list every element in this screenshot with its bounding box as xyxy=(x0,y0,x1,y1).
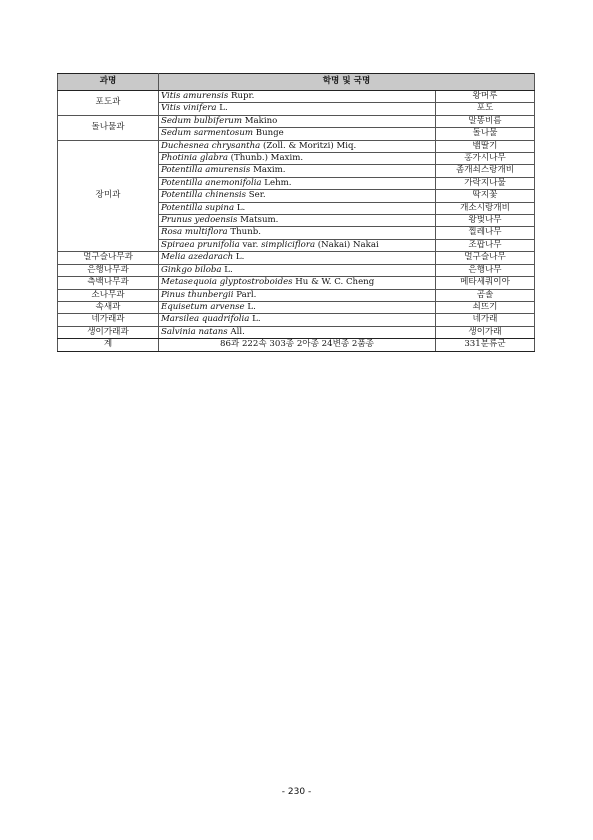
author-citation: L. xyxy=(244,301,256,312)
scientific-name-cell xyxy=(159,153,436,165)
table-row xyxy=(58,140,535,152)
scientific-name: Vitis vinifera xyxy=(161,103,217,114)
scientific-name-cell xyxy=(159,115,436,127)
korean-name-cell: 가락지나물 xyxy=(436,177,535,189)
author-citation: (Thunb.) Maxim. xyxy=(227,153,304,164)
table-row xyxy=(58,301,535,313)
scientific-name: Potentilla supina xyxy=(161,202,235,213)
korean-name-cell: 찔레나무 xyxy=(436,227,535,239)
scientific-name-cell xyxy=(159,103,436,115)
scientific-name: simpliciflora xyxy=(261,239,316,250)
scientific-name: Pinus thunbergii xyxy=(161,289,234,300)
korean-name-cell: 생이가래 xyxy=(436,326,535,338)
author-citation: Maxim. xyxy=(250,165,286,176)
author-citation: Hu & W. C. Cheng xyxy=(292,277,375,288)
scientific-name-cell xyxy=(159,177,436,189)
korean-name-cell: 쇠뜨기 xyxy=(436,301,535,313)
korean-name-cell: 개소시랑개비 xyxy=(436,202,535,214)
scientific-name: Spiraea prunifolia xyxy=(161,239,240,250)
korean-name-cell: 딱지꽃 xyxy=(436,190,535,202)
family-cell: 장미과 xyxy=(58,140,159,252)
scientific-name-cell xyxy=(159,140,436,152)
scientific-name-cell xyxy=(159,215,436,227)
table-row xyxy=(58,289,535,301)
author-citation: (Nakai) Nakai xyxy=(315,239,379,250)
page-number: - 230 - xyxy=(281,787,312,797)
author-citation: (Zoll. & Moritzi) Miq. xyxy=(260,140,357,151)
korean-name-cell: 조팝나무 xyxy=(436,239,535,251)
author-citation: Rupr. xyxy=(228,91,255,101)
header-row xyxy=(58,74,535,91)
scientific-name-cell xyxy=(159,301,436,313)
scientific-name-cell xyxy=(159,165,436,177)
korean-name-cell: 곰솔 xyxy=(436,289,535,301)
scientific-name: Duchesnea chrysantha xyxy=(161,140,261,151)
family-cell: 생이가래과 xyxy=(58,326,159,338)
scientific-name-cell xyxy=(159,277,436,289)
author-citation: All. xyxy=(227,326,245,337)
author-citation: Bunge xyxy=(253,128,284,139)
scientific-name-cell xyxy=(159,202,436,214)
scientific-name-cell xyxy=(159,289,436,301)
author-citation: Parl. xyxy=(233,289,257,300)
korean-name-cell: 좀개쇠스랑개비 xyxy=(436,165,535,177)
table-row xyxy=(58,264,535,276)
scientific-name: Metasequoia glyptostroboides xyxy=(161,277,293,288)
total-count: 331분류군 xyxy=(436,339,535,351)
species-table xyxy=(57,73,535,352)
author-citation: L. xyxy=(221,264,233,275)
family-cell: 포도과 xyxy=(58,91,159,116)
author-citation: Matsum. xyxy=(237,215,279,226)
scientific-name: Potentilla chinensis xyxy=(161,190,247,201)
korean-name-cell: 돌나물 xyxy=(436,128,535,140)
scientific-name: Photinia glabra xyxy=(161,153,228,164)
header-names: 학명 및 국명 xyxy=(159,74,535,91)
scientific-name-cell xyxy=(159,326,436,338)
korean-name-cell: 왕머루 xyxy=(436,91,535,103)
scientific-name: Potentilla anemonifolia xyxy=(161,177,262,188)
author-citation: L. xyxy=(216,103,228,114)
scientific-name: Marsilea quadrifolia xyxy=(161,314,250,325)
author-citation: L. xyxy=(233,252,245,263)
scientific-name: Ginkgo biloba xyxy=(161,264,222,275)
family-cell: 은행나무과 xyxy=(58,264,159,276)
table-row xyxy=(58,314,535,326)
scientific-name: Salvinia natans xyxy=(161,326,228,337)
family-cell: 네가래과 xyxy=(58,314,159,326)
scientific-name: Prunus yedoensis xyxy=(161,215,238,226)
scientific-name: Potentilla amurensis xyxy=(161,165,251,176)
author-citation: Ser. xyxy=(246,190,266,201)
family-cell: 속새과 xyxy=(58,301,159,313)
table-row xyxy=(58,91,535,103)
scientific-name-cell xyxy=(159,128,436,140)
scientific-name-cell xyxy=(159,264,436,276)
table-row xyxy=(58,277,535,289)
scientific-name-cell xyxy=(159,239,436,251)
korean-name-cell: 포도 xyxy=(436,103,535,115)
family-cell: 돌나물과 xyxy=(58,115,159,140)
total-row xyxy=(58,339,535,351)
table-row xyxy=(58,252,535,264)
author-citation: var. xyxy=(239,239,262,250)
scientific-name: Sedum bulbiferum xyxy=(161,115,242,126)
korean-name-cell: 멀구슬나무 xyxy=(436,252,535,264)
table-row xyxy=(58,115,535,127)
scientific-name: Equisetum arvense xyxy=(161,301,245,312)
korean-name-cell: 은행나무 xyxy=(436,264,535,276)
scientific-name-cell xyxy=(159,91,436,103)
scientific-name: Sedum sarmentosum xyxy=(161,128,254,139)
header-family: 과명 xyxy=(58,74,159,91)
table-row xyxy=(58,326,535,338)
family-cell: 측백나무과 xyxy=(58,277,159,289)
korean-name-cell: 왕벚나무 xyxy=(436,215,535,227)
author-citation: Makino xyxy=(241,115,278,126)
family-cell: 소나무과 xyxy=(58,289,159,301)
author-citation: L. xyxy=(234,202,246,213)
scientific-name-cell xyxy=(159,227,436,239)
scientific-name: Vitis amurensis xyxy=(161,91,229,101)
scientific-name: Melia azedarach xyxy=(161,252,234,263)
korean-name-cell: 메타세쿼이아 xyxy=(436,277,535,289)
author-citation: Lehm. xyxy=(261,177,292,188)
family-cell: 멀구슬나무과 xyxy=(58,252,159,264)
author-citation: L. xyxy=(249,314,261,325)
korean-name-cell: 뱀딸기 xyxy=(436,140,535,152)
scientific-name-cell xyxy=(159,190,436,202)
scientific-name-cell xyxy=(159,252,436,264)
total-label: 계 xyxy=(58,339,159,351)
korean-name-cell: 홍가시나무 xyxy=(436,153,535,165)
total-summary: 86과 222속 303종 2아종 24변종 2품종 xyxy=(159,339,436,351)
table-body xyxy=(58,91,535,339)
korean-name-cell: 네가래 xyxy=(436,314,535,326)
scientific-name-cell xyxy=(159,314,436,326)
author-citation: Thunb. xyxy=(227,227,261,238)
korean-name-cell: 말똥비름 xyxy=(436,115,535,127)
scientific-name: Rosa multiflora xyxy=(161,227,228,238)
